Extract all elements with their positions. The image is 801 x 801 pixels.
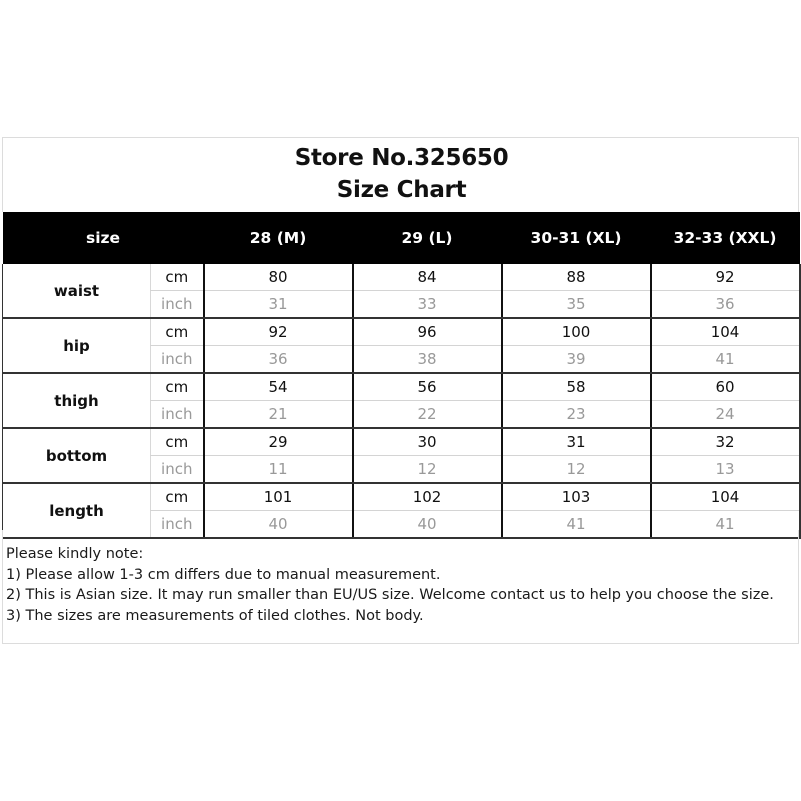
cell-value: 41 (651, 511, 800, 539)
cell-value: 40 (353, 511, 502, 539)
cell-value: 92 (651, 264, 800, 291)
cell-value: 24 (651, 401, 800, 429)
cell-value: 32 (651, 428, 800, 456)
cell-value: 30 (353, 428, 502, 456)
cell-value: 36 (204, 346, 353, 374)
cell-value: 56 (353, 373, 502, 401)
cell-value: 80 (204, 264, 353, 291)
cell-value: 29 (204, 428, 353, 456)
unit-label: cm (151, 483, 204, 511)
table-row (3, 318, 800, 346)
measure-label: length (3, 483, 151, 538)
cell-value: 40 (204, 511, 353, 539)
cell-value: 101 (204, 483, 353, 511)
cell-value: 35 (502, 291, 651, 319)
cell-value: 60 (651, 373, 800, 401)
chart-title: Size Chart (336, 177, 467, 203)
table-row (3, 373, 800, 401)
cell-value: 12 (353, 456, 502, 484)
unit-label: cm (151, 264, 204, 291)
cell-value: 39 (502, 346, 651, 374)
measure-label: waist (3, 264, 151, 318)
measure-label: hip (3, 318, 151, 373)
cell-value: 11 (204, 456, 353, 484)
unit-label: inch (151, 346, 204, 374)
cell-value: 41 (502, 511, 651, 539)
size-table (2, 212, 801, 539)
cell-value: 23 (502, 401, 651, 429)
cell-value: 31 (204, 291, 353, 319)
unit-label: inch (151, 401, 204, 429)
table-row (3, 428, 800, 456)
measure-label: bottom (3, 428, 151, 483)
column-header-size: size (3, 212, 204, 264)
cell-value: 96 (353, 318, 502, 346)
column-header-xl: 30-31 (XL) (502, 212, 651, 264)
cell-value: 58 (502, 373, 651, 401)
note-item: 3) The sizes are measurements of tiled clothes. Not body. (6, 608, 424, 625)
notes-box (2, 530, 799, 644)
column-header-l: 29 (L) (353, 212, 502, 264)
cell-value: 104 (651, 318, 800, 346)
cell-value: 54 (204, 373, 353, 401)
table-header-row (3, 212, 800, 264)
cell-value: 12 (502, 456, 651, 484)
unit-label: inch (151, 456, 204, 484)
cell-value: 31 (502, 428, 651, 456)
cell-value: 36 (651, 291, 800, 319)
cell-value: 102 (353, 483, 502, 511)
cell-value: 33 (353, 291, 502, 319)
cell-value: 92 (204, 318, 353, 346)
cell-value: 88 (502, 264, 651, 291)
note-item: 2) This is Asian size. It may run smaller than EU/US size. Welcome contact us to help you choose the size. (6, 587, 774, 604)
cell-value: 84 (353, 264, 502, 291)
cell-value: 103 (502, 483, 651, 511)
unit-label: cm (151, 373, 204, 401)
column-header-xxl: 32-33 (XXL) (651, 212, 800, 264)
cell-value: 13 (651, 456, 800, 484)
cell-value: 21 (204, 401, 353, 429)
cell-value: 22 (353, 401, 502, 429)
note-item: 1) Please allow 1-3 cm differs due to manual measurement. (6, 566, 441, 583)
notes-heading: Please kindly note: (6, 546, 144, 562)
title-box (2, 137, 799, 212)
cell-value: 104 (651, 483, 800, 511)
size-chart-sheet (2, 137, 799, 644)
unit-label: inch (151, 511, 204, 539)
store-title: Store No.325650 (294, 145, 509, 171)
cell-value: 38 (353, 346, 502, 374)
unit-label: cm (151, 428, 204, 456)
cell-value: 41 (651, 346, 800, 374)
unit-label: inch (151, 291, 204, 319)
cell-value: 100 (502, 318, 651, 346)
measure-label: thigh (3, 373, 151, 428)
table-row (3, 264, 800, 291)
table-row (3, 483, 800, 511)
unit-label: cm (151, 318, 204, 346)
column-header-m: 28 (M) (204, 212, 353, 264)
